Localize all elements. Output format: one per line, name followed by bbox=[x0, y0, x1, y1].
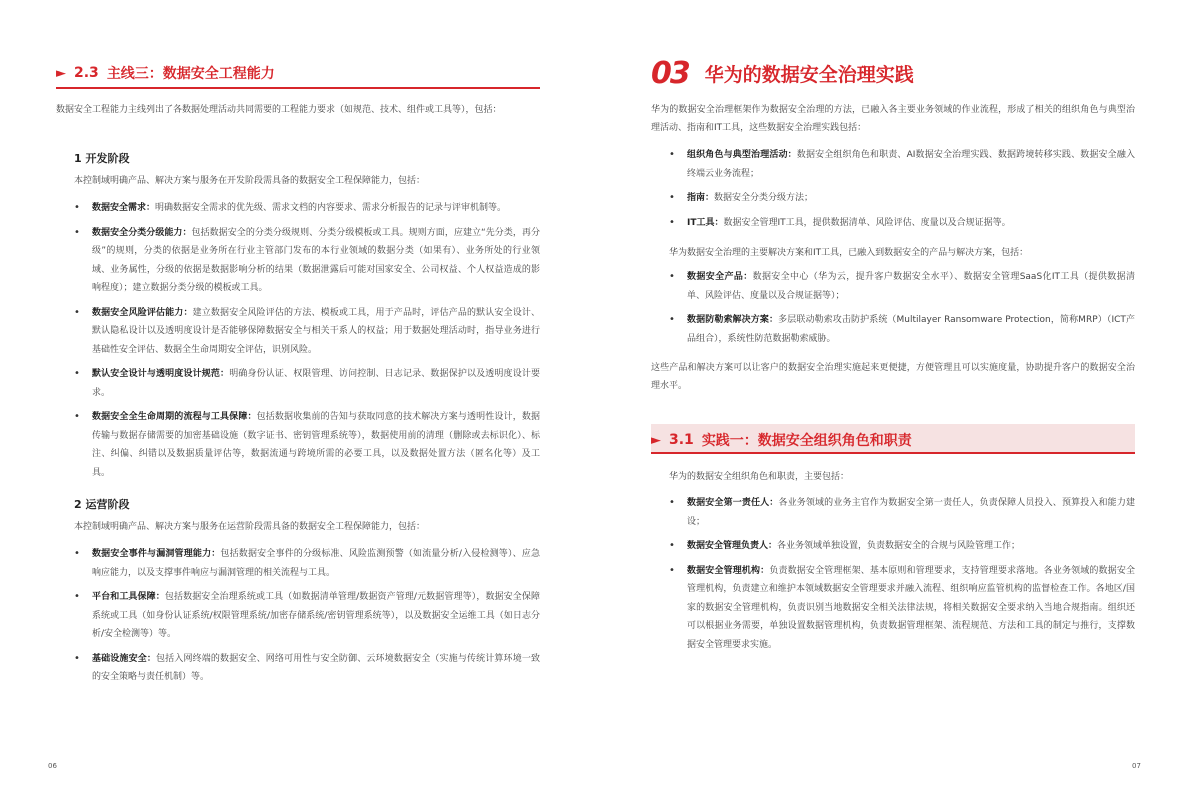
triangle-marker-icon: ► bbox=[56, 65, 66, 81]
section-title: 主线三：数据安全工程能力 bbox=[106, 66, 275, 82]
bullet-icon: • bbox=[74, 226, 80, 238]
list-item: • 指南：数据安全分类分级方法； bbox=[669, 189, 1135, 208]
bullet-icon: • bbox=[669, 497, 675, 508]
section-number: 3.1 bbox=[669, 432, 694, 448]
intro-paragraph: 数据安全工程能力主线列出了各数据处理活动共同需要的工程能力要求（如规范、技术、组件或工具等），包括： bbox=[56, 105, 502, 115]
bullet-icon: • bbox=[669, 192, 675, 203]
solutions-list bbox=[669, 268, 1135, 354]
outro-paragraph: 这些产品和解决方案可以让客户的数据安全治理实施起来更便捷，方便管理且可以实施度量，协助提升客户的数据安全治理水平。 bbox=[651, 363, 1135, 391]
page-number: 07 bbox=[1132, 762, 1141, 770]
chapter-intro: 华为的数据安全治理框架作为数据安全治理的方法，已融入各主要业务领域的作业流程，形成了相关的组织角色与典型治理活动、指南和IT工具，这些数据安全治理实践包括： bbox=[651, 105, 1135, 133]
chapter-heading bbox=[651, 56, 914, 91]
chapter-number: 03 bbox=[651, 56, 689, 91]
bullet-icon: • bbox=[74, 411, 80, 422]
list-item: • 平台和工具保障：包括数据安全治理系统或工具（如数据清单管理/数据资产管理/元数据管理等），数据安全保障系统或工具（如身份认证系统/权限管理系统/加密存储系统/密钥管理系统等），以及数据安全运维工具（如日志分析/安全检测等）等。 bbox=[74, 588, 540, 644]
bullet-icon: • bbox=[74, 548, 80, 559]
page-number: 06 bbox=[48, 762, 57, 770]
stage1-title: 1 开发阶段 bbox=[74, 152, 130, 165]
list-item: • 数据安全事件与漏洞管理能力：包括数据安全事件的分级标准、风险监测预警（如流量分析/入侵检测等）、应急响应能力，以及支撑事件响应与漏洞管理的相关流程与工具。 bbox=[74, 545, 540, 582]
bullet-icon: • bbox=[669, 564, 675, 576]
bullet-icon: • bbox=[74, 591, 80, 602]
stage1-intro: 本控制域明确产品、解决方案与服务在开发阶段需具备的数据安全工程保障能力，包括： bbox=[74, 176, 426, 186]
stage2-list bbox=[74, 545, 540, 693]
section-heading bbox=[56, 63, 275, 83]
list-item: • 数据安全分类分级能力：包括数据安全的分类分级规则、分类分级模板或工具。规则方面，应建立“先分类，再分级”的规则，分类的依据是业务所在行业主管部门发布的本行业领域的数据分类（如果有）、业务所处的行业领域、业务属性，分级的依据是数据影响分析的结果（数据泄露后可能对国家安全、公司权益、个人权益造成的影响程度）；建立数据分类分级的模板或工具。 bbox=[74, 224, 540, 298]
list-item: • 数据安全产品：数据安全中心（华为云，提升客户数据安全水平）、数据安全管理SaaS化IT工具（提供数据清单、风险评估、度量以及合规证据等）； bbox=[669, 268, 1135, 305]
list-item: • 基础设施安全：包括入网终端的数据安全、网络可用性与安全防御、云环境数据安全（实施与传统计算环境一致的安全策略与责任机制）等。 bbox=[74, 650, 540, 687]
list-item: • 数据安全管理机构：负责数据安全管理框架、基本原则和管理要求，支持管理要求落地。各业务领域的数据安全管理机构，负责建立和维护本领域数据安全管理要求并融入流程、组织响应监管机构的监督检查工作。各地区/国家的数据安全管理机构，负责识别当地数据安全相关法律法规，将相关数据安全要求纳入当地合规指南。组织还可以根据业务需要，单独设置数据管理机构，负责数据管理框架、流程规范、方法和工具的制定与推行，支撑数据安全管理要求实施。 bbox=[669, 562, 1135, 655]
bullet-icon: • bbox=[669, 216, 675, 228]
bullet-icon: • bbox=[74, 368, 80, 379]
list-item: • 数据安全管理负责人：各业务领域单独设置，负责数据安全的合规与风险管理工作； bbox=[669, 537, 1135, 556]
section-rule bbox=[56, 87, 540, 89]
bullet-icon: • bbox=[669, 271, 675, 282]
stage2-title: 2 运营阶段 bbox=[74, 498, 130, 511]
triangle-marker-icon: ► bbox=[651, 432, 661, 448]
section-rule bbox=[651, 452, 1135, 454]
stage2-intro: 本控制域明确产品、解决方案与服务在运营阶段需具备的数据安全工程保障能力，包括： bbox=[74, 522, 426, 532]
section-heading bbox=[651, 430, 912, 450]
bullet-icon: • bbox=[669, 314, 675, 325]
bullet-icon: • bbox=[74, 306, 80, 318]
stage1-list bbox=[74, 199, 540, 488]
list-item: • 默认安全设计与透明度设计规范：明确身份认证、权限管理、访问控制、日志记录、数据保护以及透明度设计要求。 bbox=[74, 365, 540, 402]
list-item: • 数据安全全生命周期的流程与工具保障：包括数据收集前的告知与获取同意的技术解决方案与透明性设计，数据传输与数据存储需要的加密基础设施（数字证书、密钥管理系统等），数据使用前的清理（删除或去标识化）、标注、纠偏、纠错以及数据质量评估等，数据流通与跨境所需的必要工具，以及数据处置方法（匿名化等）及工具。 bbox=[74, 408, 540, 482]
bullet-icon: • bbox=[74, 202, 80, 213]
section-title: 实践一：数据安全组织角色和职责 bbox=[701, 433, 912, 449]
bullet-icon: • bbox=[669, 540, 675, 551]
solutions-intro: 华为数据安全治理的主要解决方案和IT工具，已融入到数据安全的产品与解决方案，包括： bbox=[669, 248, 1029, 258]
roles-list bbox=[669, 494, 1135, 660]
list-item: • 组织角色与典型治理活动：数据安全组织角色和职责、AI数据安全治理实践、数据跨境转移实践、数据安全融入终端云业务流程； bbox=[669, 146, 1135, 183]
bullet-icon: • bbox=[669, 149, 675, 160]
list-item: • 数据安全风险评估能力：建立数据安全风险评估的方法、模板或工具，用于产品时，评估产品的默认安全设计、默认隐私设计以及透明度设计是否能够保障数据安全与相关干系人的权益；用于数据处理活动时，指导业务进行基础性安全评估、数据全生命周期安全评估，识别风险。 bbox=[74, 304, 540, 360]
list-item: • 数据防勒索解决方案：多层联动勒索攻击防护系统（Multilayer Ransomware Protection，简称MRP）（ICT产品组合），系统性防范数据勒索威胁。 bbox=[669, 311, 1135, 348]
list-item: • 数据安全第一责任人：各业务领域的业务主官作为数据安全第一责任人，负责保障人员投入、预算投入和能力建设； bbox=[669, 494, 1135, 531]
right-page bbox=[595, 0, 1190, 807]
list-item: • 数据安全需求：明确数据安全需求的优先级、需求文档的内容要求、需求分析报告的记录与评审机制等。 bbox=[74, 199, 540, 218]
list-item: • IT工具：数据安全管理IT工具，提供数据清单、风险评估、度量以及合规证据等。 bbox=[669, 214, 1135, 233]
practice-list bbox=[669, 146, 1135, 238]
chapter-title: 华为的数据安全治理实践 bbox=[704, 64, 914, 86]
bullet-icon: • bbox=[74, 652, 80, 664]
section-number: 2.3 bbox=[74, 65, 99, 81]
section-intro: 华为的数据安全组织角色和职责，主要包括： bbox=[669, 472, 850, 482]
